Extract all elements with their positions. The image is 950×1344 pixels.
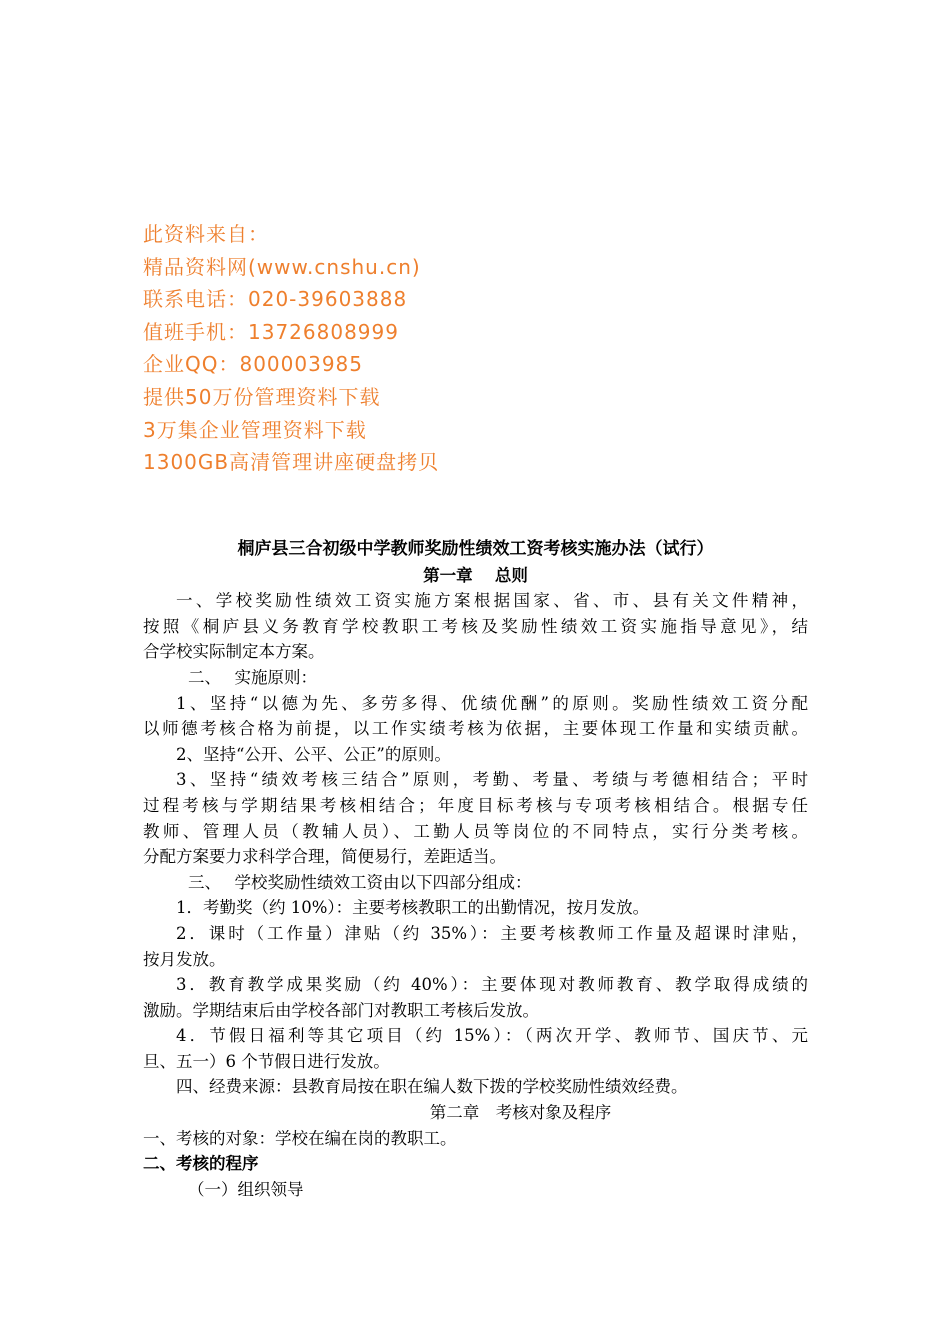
paragraph-line: 教师、管理人员（教辅人员）、工勤人员等岗位的不同特点，实行分类考核。 [143, 821, 808, 841]
document-body [143, 537, 808, 1202]
promo-line: 企业QQ：800003985 [143, 352, 364, 377]
subsection-heading: （一）组织领导 [188, 1179, 304, 1199]
paragraph-line: 四、经费来源：县教育局按在职在编人数下拨的学校奖励性绩效经费。 [176, 1077, 688, 1097]
promo-line: 精品资料网(www.cnshu.cn) [143, 254, 421, 279]
paragraph-line: 分配方案要力求科学合理，简便易行，差距适当。 [143, 847, 506, 867]
paragraph-line: 过程考核与学期结果考核相结合；年度目标考核与专项考核相结合。根据专任 [143, 795, 808, 815]
source-promo-block [143, 218, 663, 479]
paragraph-line: 一、考核的对象：学校在编在岗的教职工。 [143, 1128, 457, 1148]
paragraph-line: 4．节假日福利等其它项目（约 15%）：（两次开学、教师节、国庆节、元 [176, 1026, 808, 1046]
promo-line: 1300GB高清管理讲座硬盘拷贝 [143, 450, 440, 475]
section-heading: 三、 学校奖励性绩效工资由以下四部分组成： [188, 872, 532, 892]
document-title: 桐庐县三合初级中学教师奖励性绩效工资考核实施办法（试行） [237, 539, 714, 559]
paragraph-line: 3．教育教学成果奖励（约 40%）：主要体现对教师教育、教学取得成绩的 [176, 975, 808, 995]
paragraph-line: 旦、五一）6 个节假日进行发放。 [143, 1051, 390, 1071]
paragraph-line: 激励。学期结束后由学校各部门对教职工考核后发放。 [143, 1000, 539, 1020]
promo-line: 联系电话：020-39603888 [143, 287, 408, 312]
paragraph-line: 1．考勤奖（约 10%）：主要考核教职工的出勤情况，按月发放。 [176, 898, 650, 918]
paragraph-line: 按照《桐庐县义务教育学校教职工考核及奖励性绩效工资实施指导意见》，结 [143, 616, 808, 636]
promo-line: 3万集企业管理资料下载 [143, 417, 367, 442]
section-heading: 二、考核的程序 [143, 1154, 259, 1174]
paragraph-line: 合学校实际制定本方案。 [143, 642, 325, 662]
paragraph-line: 以师德考核合格为前提，以工作实绩考核为依据，主要体现工作量和实绩贡献。 [143, 719, 808, 739]
paragraph-line: 2、坚持“公开、公平、公正”的原则。 [176, 744, 451, 764]
chapter-heading: 第二章 考核对象及程序 [429, 1103, 612, 1123]
paragraph-line: 2．课时（工作量）津贴（约 35%）：主要考核教师工作量及超课时津贴， [176, 923, 808, 943]
paragraph-line: 一、学校奖励性绩效工资实施方案根据国家、省、市、县有关文件精神， [176, 591, 808, 611]
promo-line: 此资料来自： [143, 222, 269, 246]
paragraph-line: 按月发放。 [143, 949, 226, 969]
chapter-heading: 第一章 总则 [423, 565, 528, 585]
promo-line: 值班手机：13726808999 [143, 319, 399, 344]
section-heading: 二、 实施原则： [188, 667, 317, 687]
paragraph-line: 3、坚持“绩效考核三结合”原则，考勤、考量、考绩与考德相结合；平时 [176, 770, 808, 790]
paragraph-line: 1、坚持“以德为先、多劳多得、优绩优酬”的原则。奖励性绩效工资分配 [176, 693, 808, 713]
promo-line: 提供50万份管理资料下载 [143, 384, 381, 409]
